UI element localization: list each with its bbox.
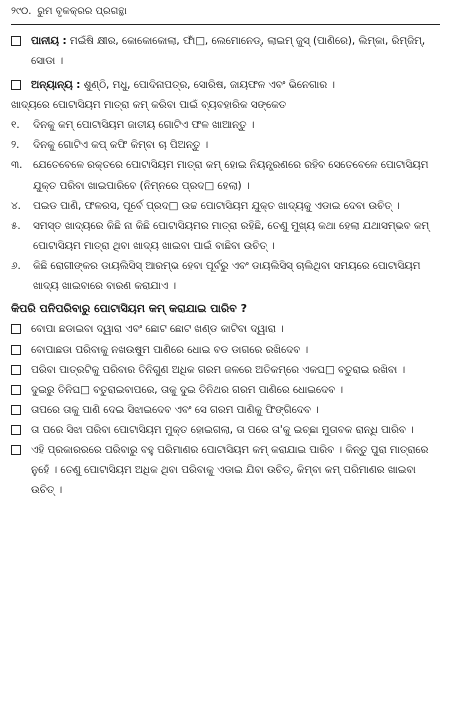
item-text: ଏହି ପ୍ରକାରରରେ ପରିବାରୁ ବହୁ ପରିମାଣର ପୋଟାସିୟମ କମ୍ କରାଯାଇ ପାରିବ । କିନ୍ତୁ ପୁରା ମାତ୍ରାରେ ନୁହେଁ । ତେଣୁ ପୋଟାସିୟମ ଅଧିକ ଥିବା ପରିବାକୁ ଏଡାଇ ଯିବା ଉଚିତ୍, କିମ୍ବା କମ୍ ପରିମାଣର ଖାଇବା ଉଚିତ୍ । — [31, 443, 429, 497]
bullet-box-icon — [11, 345, 21, 355]
list-item — [11, 420, 440, 440]
numbered-item — [11, 256, 440, 296]
numbered-item — [11, 155, 440, 195]
practical-heading: ଖାଦ୍ୟରେ ପୋଟାସିୟମ ମାତ୍ରା କମ୍ କରିବା ପାଇଁ ବ୍ୟବହାରିକ ସଙ୍କେତ — [11, 99, 287, 112]
bullet-box-icon — [11, 365, 21, 375]
numbered-item — [11, 216, 440, 256]
list-item — [11, 400, 440, 420]
item-text: ତାପରେ ତାକୁ ପାଣି ଦେଇ ସିଝାଇଦେବ ଏବଂ ସେ ଗରମ ପାଣିକୁ ଫିଙ୍ଗିଦେବ । — [31, 403, 319, 416]
item-text: ଦୁଇରୁ ତିନିଘ□ ବତୁରାଇବାପରେ, ତାକୁ ଦୁଇ ତିନିଥର ଗରମ ପାଣିରେ ଧୋଇଦେବ । — [31, 383, 344, 396]
item-text: ଶୁଣ୍ଠି, ମଧୁ, ପୋଦିନାପତ୍ର, ସୋରିଷ, ଜାୟଫଳ ଏବଂ ଭିନେଗାର । — [83, 79, 335, 92]
list-item — [11, 319, 440, 339]
list-item-beverages — [11, 31, 440, 71]
item-text: ବୋପା ଛଡାଇବା ଦ୍ୱାରା ଏବଂ ଛୋଟ ଛୋଟ ଖଣ୍ଡ କାଟିବା ଦ୍ୱାରା । — [31, 323, 284, 336]
list-item — [11, 440, 440, 500]
numbered-item — [11, 135, 440, 155]
list-item — [11, 380, 440, 400]
bullet-box-icon — [11, 324, 21, 334]
item-number: ୧. — [11, 119, 20, 132]
bullet-box-icon — [11, 385, 21, 395]
list-item-others — [11, 75, 440, 95]
item-text: କିଛି ରୋଗୀଙ୍କର ଡାୟଲିସିସ୍ ଆରମ୍ଭ ହେବା ପୂର୍ବରୁ ଏବଂ ଡାୟଲିସିସ୍ ଚାଲିଥିବା ସମୟରେ ପୋଟାସିୟମ ଖାଦ୍ୟ ଖାଇବାରେ ବାରଣ କରାଯାଏ । — [33, 259, 421, 292]
item-text: ସମସ୍ତ ଖାଦ୍ୟରେ କିଛି ନା କିଛି ପୋଟାସିୟମର ମାତ୍ରା ରହିଛି, ତେଣୁ ମୁଖ୍ୟ କଥା ହେଲା ଯଥାସମ୍ଭବ କମ୍ ପୋଟାସିୟମ ମାତ୍ରା ଥିବା ଖାଦ୍ୟ ଖାଇବା ପାଇଁ ବାଛିବା ଉଚିତ୍ । — [33, 219, 430, 252]
item-number: ୫. — [11, 219, 21, 232]
numbered-item — [11, 196, 440, 216]
item-number: ୨. — [11, 139, 20, 152]
item-text: ଯେତେବେଳେ ରକ୍ତରେ ପୋଟାସିୟମ ମାତ୍ରା କମ୍ ହୋଇ ନିୟନ୍ତ୍ରଣରେ ରହିବ ସେତେବେଳେ ପୋଟାସିୟମ ଯୁକ୍ତ ପରିବା ଖାଇପାରିବେ (ନିମ୍ନରେ ପ୍ରଦ□ ହେଲା) । — [33, 159, 429, 192]
item-text: ଦିନକୁ ଗୋଟିଏ କପ୍ କଫି କିମ୍ବା ଚା ପିଅନ୍ତୁ । — [33, 139, 209, 152]
item-text: ପରିବା ପାତ୍ରଟିକୁ ପରିବାର ତିନିଗୁଣ ଅଧିକ ଗରମ ଜଳରେ ଅତିକମ୍‌ରେ ଏକଘ□ ବତୁରାଇ ରଖିବା । — [31, 363, 406, 376]
bullet-box-icon — [11, 36, 21, 46]
item-label: ପାନୀୟ : — [31, 35, 67, 47]
item-text: ବୋପାଛଡା ପରିବାକୁ ନଖଉଷୁମ ପାଣିରେ ଧୋଇ ବଡ ଡାଗରେ ରଖିଦେବ । — [31, 343, 309, 356]
section-heading: କିପରି ପନିପରିବାରୁ ପୋଟାସିୟମ କମ୍ କରାଯାଇ ପାରିବ ? — [11, 302, 247, 316]
running-title: ରୁମ ବୃକକ୍ରର ପ୍ରଗନ୍ଥା — [37, 6, 127, 18]
page-number: ୨୯୦. — [11, 6, 32, 18]
bullet-box-icon — [11, 445, 21, 455]
list-item — [11, 340, 440, 360]
page-content — [11, 25, 440, 500]
item-text: ପଇଡ ପାଣି, ଫଳରସ, ପୂର୍ବେ ପ୍ରଦ□ ଉଚ୍ଚ ପୋଟାସିୟମ ଯୁକ୍ତ ଖାଦ୍ୟକୁ ଏଡାଇ ଦେବା ଉଚିତ୍ । — [33, 199, 400, 212]
item-text: ତା ପରେ ସିଝା ପରିବା ପୋଟାସିୟମ ମୁକ୍ତ ହୋଇଗଲା, ତା ପରେ ତା'କୁ ଇଚ୍ଛା ମୁତାବକ ରାନ୍ଧି ପାରିବ । — [31, 423, 414, 436]
item-label: ଅନ୍ୟାନ୍ୟ : — [31, 79, 81, 92]
item-number: ୩. — [11, 159, 23, 172]
running-header — [11, 0, 440, 25]
bullet-box-icon — [11, 405, 21, 415]
item-number: ୬. — [11, 259, 21, 272]
bullet-box-icon — [11, 80, 21, 90]
list-item — [11, 360, 440, 380]
numbered-item — [11, 115, 440, 135]
bullet-box-icon — [11, 425, 21, 435]
item-text: ମଇଁଷି କ୍ଷୀର, କୋକୋକୋଲା, ଫାଁ□, ଲେମୋନେଡ୍, ଲାଇମ୍ ଜୁସ୍ (ପାଣିରେ), ଲିମ୍କା, ରିମ୍‌ଜିମ୍, ସୋଡା । — [31, 35, 426, 68]
item-number: ୪. — [11, 199, 21, 212]
item-text: ଦିନକୁ କମ୍ ପୋଟାସିୟମ ଜାତୀୟ ଗୋଟିଏ ଫଳ ଖାଆନ୍ତୁ । — [33, 119, 255, 132]
